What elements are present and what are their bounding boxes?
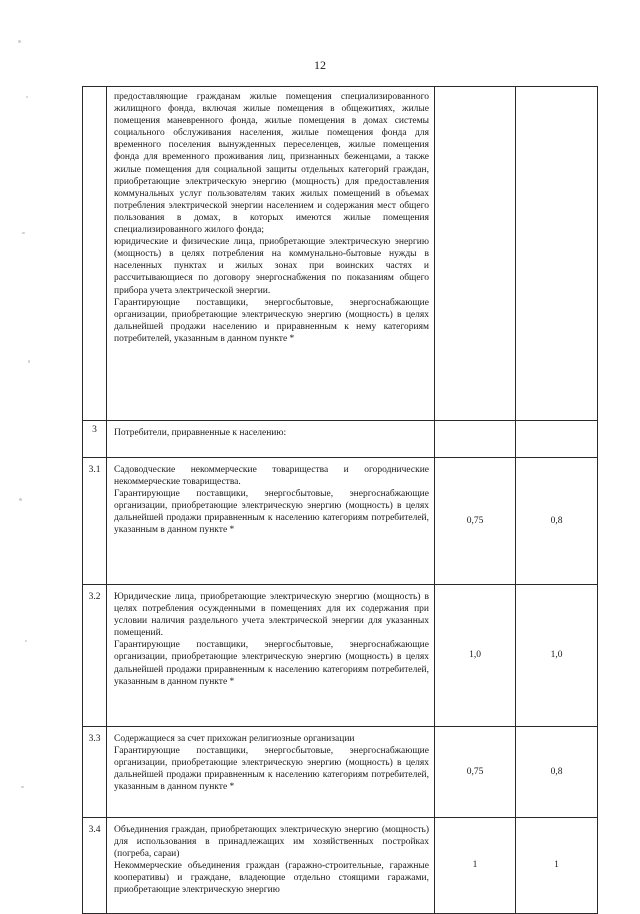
value-cell-2: 1 (516, 818, 598, 914)
scan-mark (22, 232, 25, 234)
row-number: 3.2 (83, 585, 107, 727)
scan-mark (26, 96, 28, 98)
paragraph: юридические и физические лица, приобретающие электрическую энергию (мощность) в целях потребления на коммунально-бытовые нужды в населенных пунктах и жилых зонах при воинских частях и рассчитывающиеся по договору энергоснабжения по показаниям общего прибора учета электрической энергии. (114, 237, 429, 296)
row-number: 3.3 (83, 727, 107, 818)
row-number: 3.4 (83, 818, 107, 914)
value-cell-2: 0,8 (516, 727, 598, 818)
tariff-table (82, 86, 598, 914)
paragraph: Объединения граждан, приобретающих электрическую энергию (мощность) для использования в принадлежащих им хозяйственных постройках (погреба, сараи) (114, 825, 429, 860)
value-cell-2: 1,0 (516, 585, 598, 727)
table-row (83, 421, 598, 458)
row-number (83, 87, 107, 421)
scan-mark (28, 360, 30, 363)
paragraph: Гарантирующие поставщики, энергосбытовые, энергоснабжающие организации, приобретающие электрическую энергию (мощность) в целях дальнейшей продажи приравненным к населению категориям потребителей, указанным в данном пункте * (114, 489, 429, 536)
paragraph: Юридические лица, приобретающие электрическую энергию (мощность) в целях потребления осужденными в помещениях для их содержания при условии наличия раздельного учета электрической энергии для указанных помещений. (114, 592, 429, 639)
row-description (107, 727, 435, 818)
page-number: 12 (314, 58, 326, 72)
value-cell-2: 0,8 (516, 458, 598, 585)
paragraph: Содержащиеся за счет прихожан религиозные организации (114, 734, 355, 744)
scan-mark (18, 40, 21, 43)
paragraph: Потребители, приравненные к населению: (114, 428, 287, 438)
table-row (83, 818, 598, 914)
row-number: 3.1 (83, 458, 107, 585)
value-cell-2 (516, 421, 598, 458)
paragraph: Гарантирующие поставщики, энергосбытовые, энергоснабжающие организации, приобретающие электрическую энергию (мощность) в целях дальнейшей продажи приравненным к населению категориям потребителей, указанным в данном пункте * (114, 640, 429, 687)
value-cell-1: 1,0 (435, 585, 516, 727)
paragraph: Некоммерческие объединения граждан (гаражно-строительные, гаражные кооперативы) и граждане, владеющие отдельно стоящими гаражами, приобретающие электрическую энергию (114, 861, 429, 896)
row-number: 3 (83, 421, 107, 458)
paragraph: предоставляющие гражданам жилые помещения специализированного жилищного фонда, включая жилые помещения в общежитиях, жилые помещения маневренного фонда, жилые помещения в домах системы социального обслуживания населения, жилые помещения фонда для временного поселения вынужденных переселенцев, жилые помещения фонда для временного проживания лиц, признанных беженцами, а также жилые помещения для социальной защиты отдельных категорий граждан, приобретающие электрическую энергию (мощность) для предоставления коммунальных услуг пользователям таких жилых помещений в объемах потребления электрической энергии населением и содержания мест общего пользования в домах, в которых имеются жилые помещения специализированного жилого фонда; (114, 92, 429, 236)
scan-mark (21, 786, 24, 788)
value-cell-1 (435, 421, 516, 458)
row-description (107, 585, 435, 727)
table-row (83, 458, 598, 585)
scan-mark (25, 640, 27, 642)
row-description (107, 818, 435, 914)
paragraph: Гарантирующие поставщики, энергосбытовые, энергоснабжающие организации, приобретающие электрическую энергию (мощность) в целях дальнейшей продажи населению и приравненным к нему категориям потребителей, указанным в данном пункте * (114, 297, 429, 344)
table-row (83, 87, 598, 421)
value-cell-1 (435, 87, 516, 421)
paragraph: Гарантирующие поставщики, энергосбытовые, энергоснабжающие организации, приобретающие электрическую энергию (мощность) в целях дальнейшей продажи приравненным к населению категориям потребителей, указанным в данном пункте * (114, 746, 429, 793)
paragraph: Садоводческие некоммерческие товарищества и огороднические некоммерческие товарищества. (114, 465, 429, 488)
row-description (107, 87, 435, 421)
row-description (107, 421, 435, 458)
row-description (107, 458, 435, 585)
table-row (83, 585, 598, 727)
scan-mark (19, 498, 22, 501)
value-cell-1: 1 (435, 818, 516, 914)
value-cell-2 (516, 87, 598, 421)
table-row (83, 727, 598, 818)
value-cell-1: 0,75 (435, 458, 516, 585)
value-cell-1: 0,75 (435, 727, 516, 818)
